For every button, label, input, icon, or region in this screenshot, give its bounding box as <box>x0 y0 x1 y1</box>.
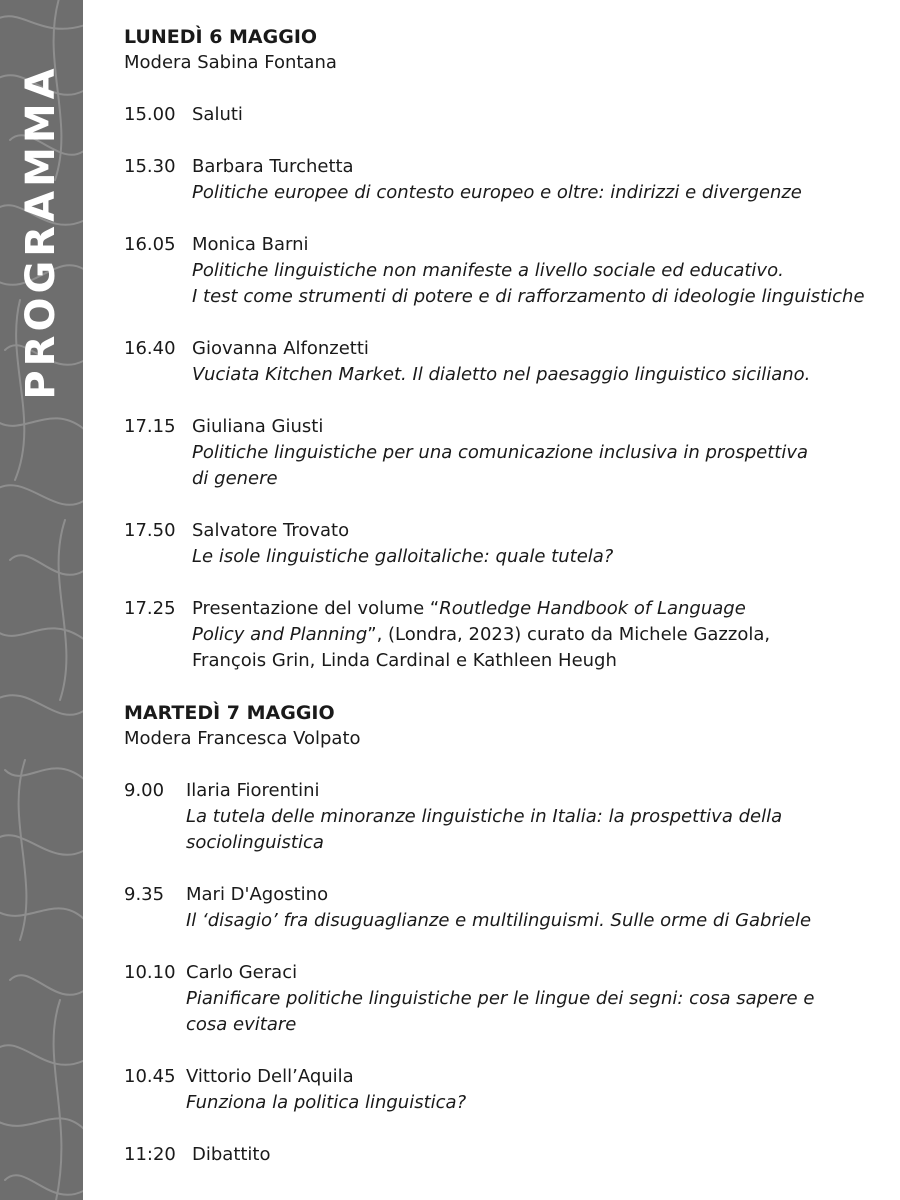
day-title: MARTEDÌ 7 MAGGIO <box>124 702 335 724</box>
schedule-item <box>124 518 884 570</box>
item-talk: Le isole linguistiche galloitaliche: quale tutela? <box>192 546 614 567</box>
day-section <box>124 700 884 1168</box>
schedule-item <box>124 778 884 856</box>
item-speaker: Barbara Turchetta <box>192 156 354 177</box>
day-title: LUNEDÌ 6 MAGGIO <box>124 26 318 48</box>
book-title: Routledge Handbook of Language <box>439 598 746 619</box>
schedule-item <box>124 102 884 128</box>
item-speaker: Salvatore Trovato <box>192 520 350 541</box>
presentation-suffix: ”, (Londra, 2023) curato da Michele Gazzola, <box>367 624 771 645</box>
schedule-item <box>124 336 884 388</box>
item-time: 16.40 <box>124 338 176 359</box>
item-speaker: Saluti <box>192 104 243 125</box>
item-time: 17.25 <box>124 598 176 619</box>
schedule-item <box>124 882 884 934</box>
item-talk: Politiche linguistiche non manifeste a livello sociale ed educativo. <box>192 260 784 281</box>
item-talk: cosa evitare <box>186 1014 297 1035</box>
item-talk: Politiche linguistiche per una comunicazione inclusiva in prospettiva <box>192 442 808 463</box>
item-time: 17.15 <box>124 416 176 437</box>
item-speaker: Mari D'Agostino <box>186 884 329 905</box>
item-talk: Pianificare politiche linguistiche per le lingue dei segni: cosa sapere e <box>186 988 815 1009</box>
item-speaker: Vittorio Dell’Aquila <box>186 1066 354 1087</box>
program-content <box>124 24 884 1168</box>
item-time: 9.35 <box>124 884 165 905</box>
item-time: 9.00 <box>124 780 165 801</box>
schedule-item <box>124 1142 884 1168</box>
presentation-prefix: Presentazione del volume “ <box>192 598 440 619</box>
presentation-line: François Grin, Linda Cardinal e Kathleen Heugh <box>192 650 617 671</box>
item-time: 10.10 <box>124 962 176 983</box>
item-speaker: Carlo Geraci <box>186 962 298 983</box>
item-talk: La tutela delle minoranze linguistiche in Italia: la prospettiva della <box>186 806 783 827</box>
presentation-item <box>124 596 884 674</box>
item-time: 15.00 <box>124 104 176 125</box>
item-speaker: Giuliana Giusti <box>192 416 324 437</box>
day-section <box>124 24 884 674</box>
schedule-item <box>124 414 884 492</box>
item-time: 11:20 <box>124 1144 176 1165</box>
item-talk: Funziona la politica linguistica? <box>186 1092 467 1113</box>
item-talk: Vuciata Kitchen Market. Il dialetto nel paesaggio linguistico siciliano. <box>192 364 811 385</box>
item-speaker: Giovanna Alfonzetti <box>192 338 369 359</box>
item-talk: I test come strumenti di potere e di rafforzamento di ideologie linguistiche <box>192 286 865 307</box>
item-time: 17.50 <box>124 520 176 541</box>
item-speaker: Dibattito <box>192 1144 271 1165</box>
presentation-line <box>192 596 884 622</box>
sidebar-band <box>0 0 83 1200</box>
item-time: 10.45 <box>124 1066 176 1087</box>
item-time: 16.05 <box>124 234 176 255</box>
schedule-item <box>124 154 884 206</box>
schedule-item <box>124 1064 884 1116</box>
schedule-item <box>124 232 884 310</box>
item-talk: di genere <box>192 468 278 489</box>
item-speaker: Monica Barni <box>192 234 309 255</box>
sidebar-title: PROGRAMMA <box>18 64 64 400</box>
item-talk: Il ‘disagio’ fra disuguaglianze e multilinguismi. Sulle orme di Gabriele <box>186 910 812 931</box>
moderator: Modera Francesca Volpato <box>124 728 361 749</box>
item-talk: sociolinguistica <box>186 832 324 853</box>
item-talk: Politiche europee di contesto europeo e oltre: indirizzi e divergenze <box>192 182 802 203</box>
presentation-line <box>192 622 884 648</box>
item-speaker: Ilaria Fiorentini <box>186 780 320 801</box>
item-time: 15.30 <box>124 156 176 177</box>
moderator: Modera Sabina Fontana <box>124 52 337 73</box>
schedule-item <box>124 960 884 1038</box>
book-title: Policy and Planning <box>192 624 368 645</box>
